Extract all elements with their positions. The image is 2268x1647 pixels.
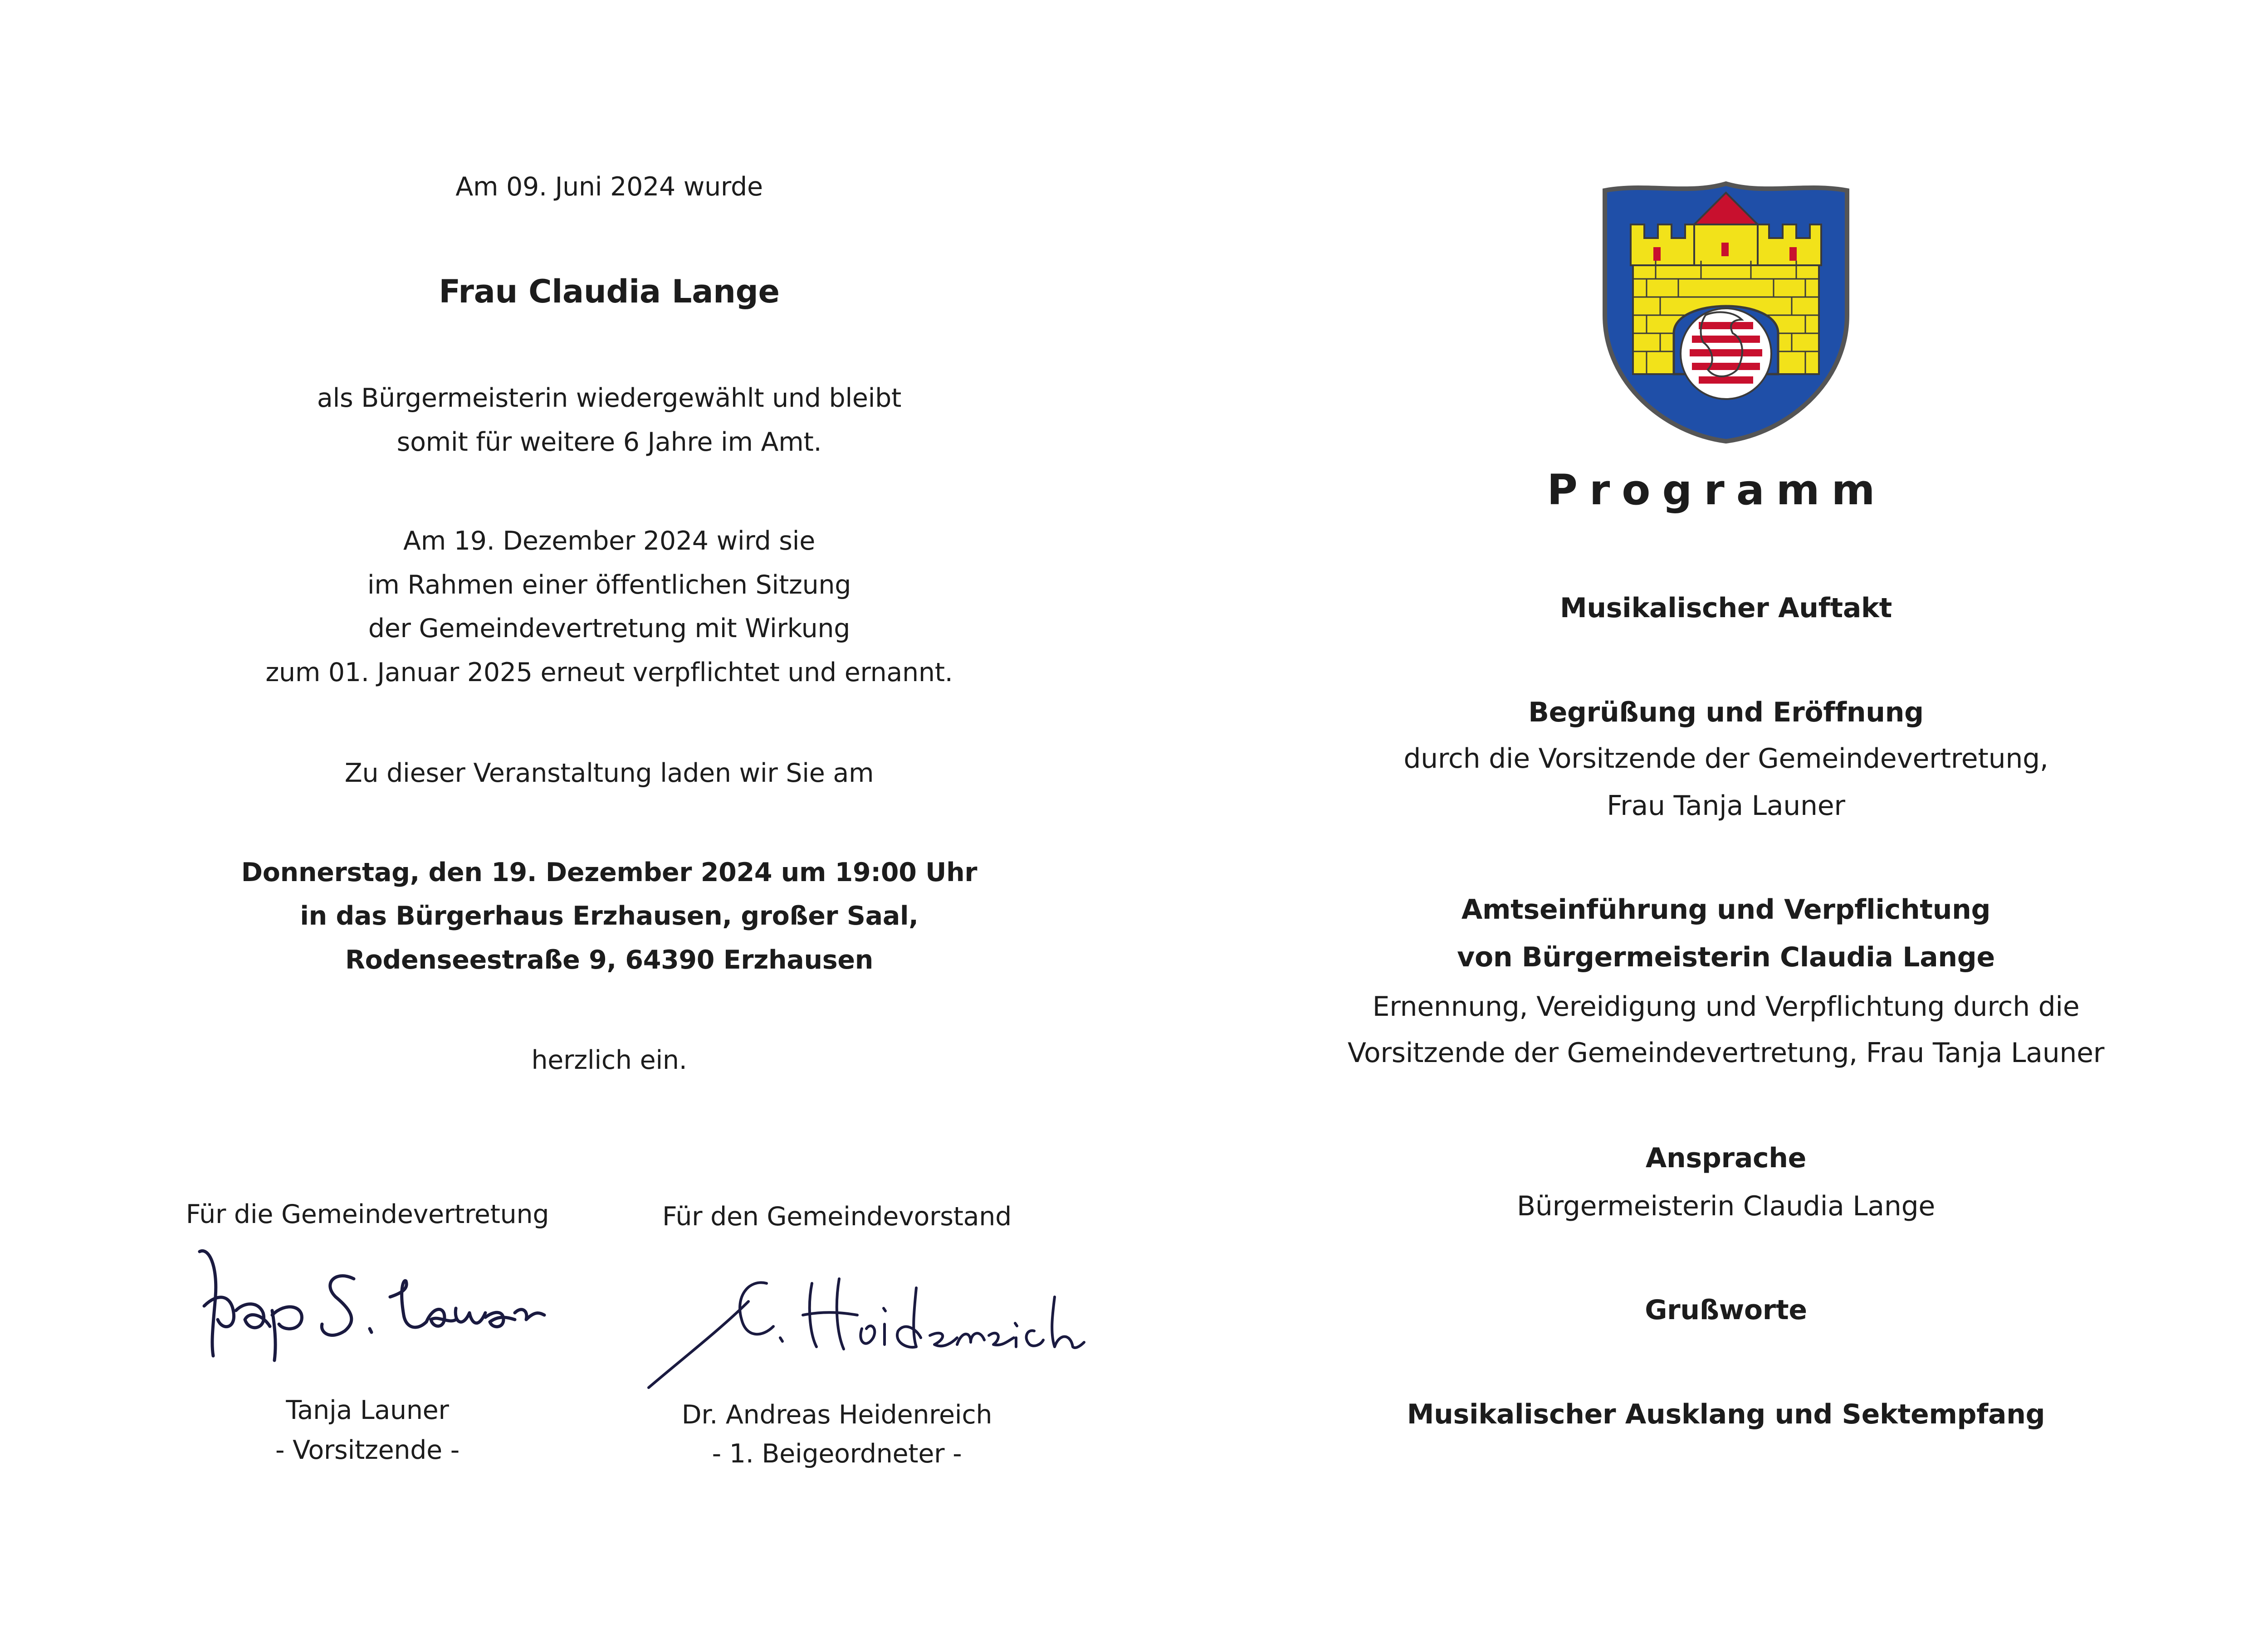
program-item-2-heading: Begrüßung und Eröffnung bbox=[1528, 697, 1924, 728]
event-date-line: Donnerstag, den 19. Dezember 2024 um 19:00 Uhr bbox=[241, 858, 978, 887]
program-item-4-heading: Ansprache bbox=[1645, 1142, 1807, 1174]
event-venue-line: in das Bürgerhaus Erzhausen, großer Saal, bbox=[300, 901, 919, 931]
ceremony-line-1: Am 19. Dezember 2024 wird sie bbox=[403, 526, 815, 556]
program-item-3-detail-1: Ernennung, Vereidigung und Verpflichtung durch die bbox=[1372, 991, 2080, 1023]
ceremony-line-3: der Gemeindevertretung mit Wirkung bbox=[368, 614, 850, 643]
program-item-2-detail-2: Frau Tanja Launer bbox=[1607, 790, 1845, 822]
honoree-name: Frau Claudia Lange bbox=[439, 273, 780, 310]
program-item-2-detail-1: durch die Vorsitzende der Gemeindevertretung, bbox=[1403, 743, 2048, 775]
ceremony-line-4: zum 01. Januar 2025 erneut verpflichtet und ernannt. bbox=[265, 658, 953, 687]
signatory-name-launer: Tanja Launer bbox=[286, 1395, 449, 1425]
event-address-line: Rodenseestraße 9, 64390 Erzhausen bbox=[345, 945, 873, 975]
reelection-line-1: als Bürgermeisterin wiedergewählt und bleibt bbox=[317, 383, 902, 413]
signatory-role-heidenreich: - 1. Beigeordneter - bbox=[712, 1439, 962, 1469]
program-item-3-heading-1: Amtseinführung und Verpflichtung bbox=[1461, 894, 1991, 926]
signatory-name-heidenreich: Dr. Andreas Heidenreich bbox=[681, 1400, 992, 1430]
coat-of-arms-icon bbox=[1597, 179, 1855, 447]
program-item-6-heading: Musikalischer Ausklang und Sektempfang bbox=[1407, 1398, 2045, 1430]
program-title: Programm bbox=[1547, 466, 1887, 514]
invite-line: Zu dieser Veranstaltung laden wir Sie am bbox=[344, 758, 874, 788]
reelection-line-2: somit für weitere 6 Jahre im Amt. bbox=[396, 427, 822, 457]
closing-line: herzlich ein. bbox=[531, 1045, 687, 1075]
program-item-5-heading: Grußworte bbox=[1645, 1294, 1807, 1326]
signatory-heading-board: Für den Gemeindevorstand bbox=[662, 1202, 1012, 1232]
signatory-role-launer: - Vorsitzende - bbox=[275, 1435, 459, 1465]
signature-launer bbox=[191, 1238, 549, 1365]
program-item-3-heading-2: von Bürgermeisterin Claudia Lange bbox=[1457, 941, 1995, 973]
program-item-1-heading: Musikalischer Auftakt bbox=[1559, 592, 1892, 624]
signatory-heading-council: Für die Gemeindevertretung bbox=[186, 1199, 549, 1229]
program-item-4-detail-1: Bürgermeisterin Claudia Lange bbox=[1516, 1190, 1936, 1222]
signature-heidenreich bbox=[644, 1270, 1089, 1397]
ceremony-line-2: im Rahmen einer öffentlichen Sitzung bbox=[367, 570, 851, 600]
program-page bbox=[1216, 0, 2268, 1647]
intro-line: Am 09. Juni 2024 wurde bbox=[455, 172, 763, 202]
program-item-3-detail-2: Vorsitzende der Gemeindevertretung, Frau Tanja Launer bbox=[1347, 1037, 2105, 1069]
